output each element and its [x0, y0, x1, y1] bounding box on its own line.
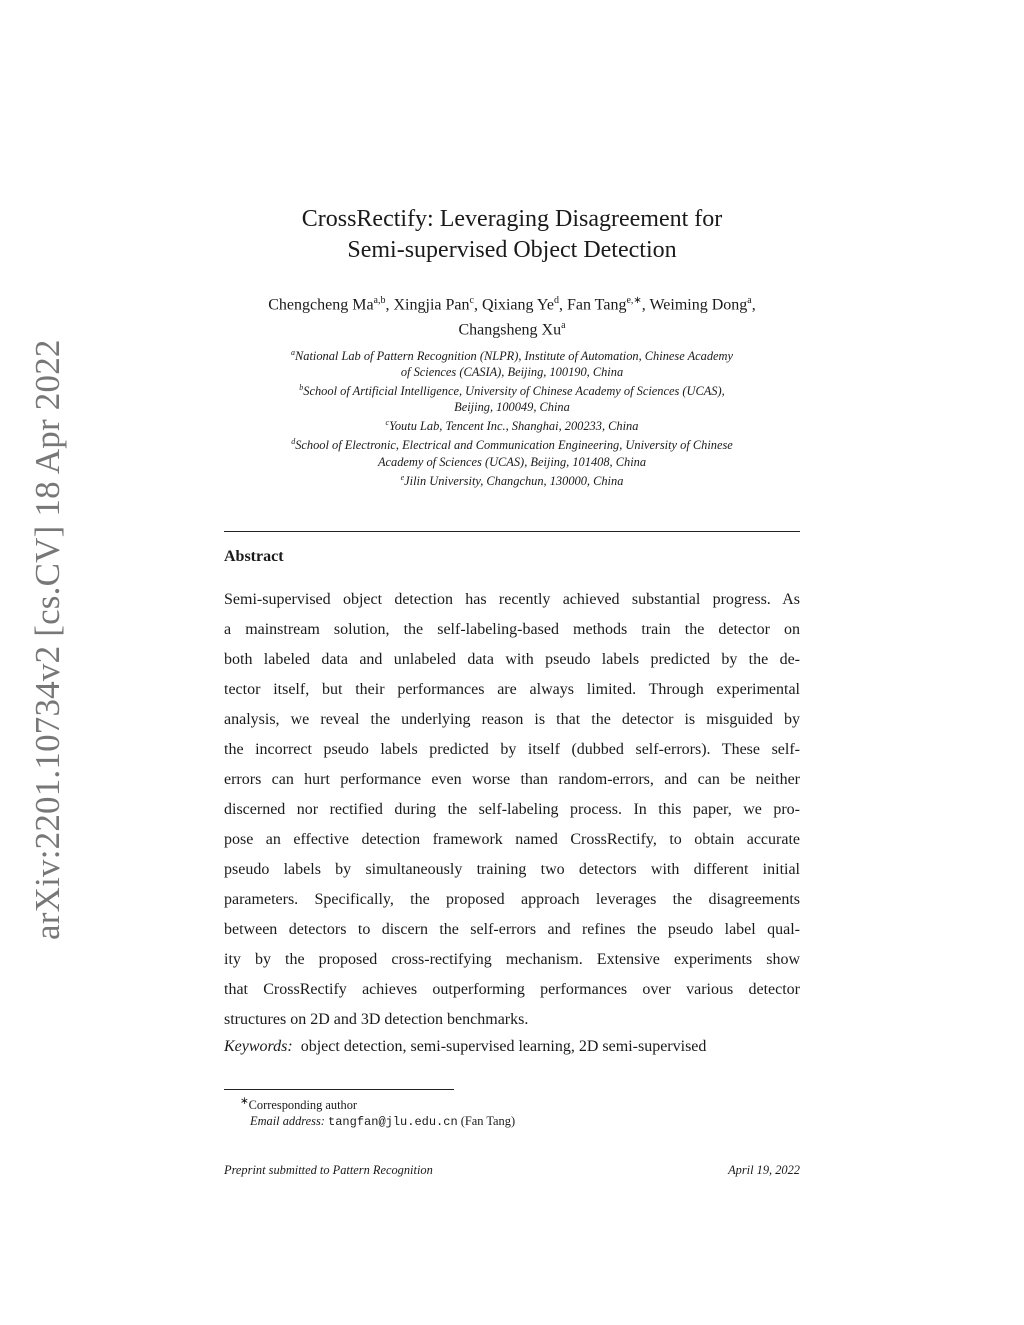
keywords-label: Keywords:: [224, 1038, 293, 1055]
footnote-rule: [224, 1089, 454, 1090]
affiliation-line: $^a$National Lab of Pattern Recognition (NLPR), Institute of Automation, Chinese Academy: [291, 348, 733, 364]
affiliation-line: $^d$School of Electronic, Electrical and Communication Engineering, University of Chinese: [291, 437, 733, 453]
abstract-top-rule: [224, 531, 800, 532]
email-note: [240, 1113, 515, 1130]
corresponding-author-note: ∗Corresponding author: [240, 1096, 358, 1113]
abstract-line: a mainstream solution, the self-labeling-based methods train the detector on: [224, 621, 800, 638]
abstract-line: parameters. Specifically, the proposed approach leverages the disagreements: [224, 891, 800, 908]
author-name: Fan Tang: [566, 296, 627, 314]
abstract-line: between detectors to discern the self-errors and refines the pseudo label qual-: [224, 921, 800, 938]
author-affil-mark: a: [561, 320, 566, 332]
affiliation-line: Beijing, 100049, China: [454, 400, 570, 415]
keywords-text: object detection, semi-supervised learning, 2D semi-supervised: [300, 1038, 707, 1055]
preprint-journal: Preprint submitted to Pattern Recognition: [224, 1163, 433, 1177]
abstract-line: Semi-supervised object detection has recently achieved substantial progress. As: [224, 591, 800, 608]
affiliation-line: of Sciences (CASIA), Beijing, 100190, China: [400, 365, 624, 380]
affiliation-line: $^e$Jilin University, Changchun, 130000, China: [400, 472, 624, 488]
abstract-heading: Abstract: [224, 548, 284, 565]
author-affil-mark: e,∗: [626, 295, 642, 306]
footnote: [240, 1094, 515, 1130]
author-affil-mark: a,b: [373, 295, 386, 306]
author-list: Chengcheng Ma$^{a,b}$, Xingjia Pan$^c$, Qixiang Ye$^d$, Fan Tang$^{e,∗}$, Weiming Dong$^a$, Changsheng Xu$^a$: [268, 295, 756, 339]
abstract-line: that CrossRectify achieves outperforming performances over various detector: [224, 981, 800, 998]
affiliation-line: Academy of Sciences (UCAS), Beijing, 101408, China: [377, 454, 647, 469]
paper-title: [224, 204, 800, 266]
author-name: Weiming Dong: [649, 296, 748, 314]
abstract-line: the incorrect pseudo labels predicted by itself (dubbed self-errors). These self-: [224, 741, 800, 758]
email-owner: (Fan Tang): [460, 1114, 516, 1129]
abstract-line: analysis, we reveal the underlying reason is that the detector is misguided by: [224, 711, 800, 728]
preprint-date: April 19, 2022: [728, 1163, 800, 1177]
author-name: Xingjia Pan: [393, 296, 470, 314]
abstract-line: ity by the proposed cross-rectifying mechanism. Extensive experiments show: [224, 951, 800, 968]
abstract-line: discerned nor rectified during the self-labeling process. In this paper, we pro-: [224, 801, 800, 818]
abstract-line: pose an effective detection framework named CrossRectify, to obtain accurate: [224, 831, 800, 848]
email-label: Email address:: [250, 1114, 325, 1129]
author-name: Changsheng Xu: [458, 321, 562, 339]
author-affil-mark: c: [469, 295, 474, 306]
preprint-footer: [224, 1163, 800, 1178]
abstract-line: errors can hurt performance even worse than random-errors, and can be neither: [224, 771, 800, 788]
title-line-1: CrossRectify: Leveraging Disagreement for: [301, 206, 723, 232]
abstract-line: pseudo labels by simultaneously training two detectors with different initial: [224, 861, 800, 878]
email-link[interactable]: tangfan@jlu.edu.cn: [328, 1115, 458, 1130]
affiliations: [224, 345, 800, 489]
title-line-2: Semi-supervised Object Detection: [347, 237, 677, 263]
keywords: [224, 1036, 800, 1058]
abstract-line: both labeled data and unlabeled data with pseudo labels predicted by the de-: [224, 651, 800, 668]
affiliation-line: $^b$School of Artificial Intelligence, University of Chinese Academy of Sciences (UCAS),: [299, 383, 725, 399]
abstract-line: structures on 2D and 3D detection benchmarks.: [224, 1011, 529, 1028]
author-name: Chengcheng Ma: [268, 296, 374, 314]
author-affil-mark: d: [553, 295, 559, 306]
arxiv-identifier: arXiv:2201.10734v2 [cs.CV] 18 Apr 2022: [28, 339, 67, 940]
affiliation-line: $^c$Youtu Lab, Tencent Inc., Shanghai, 200233, China: [385, 418, 639, 434]
author-name: Qixiang Ye: [481, 296, 554, 314]
abstract-line: tector itself, but their performances are always limited. Through experimental: [224, 681, 800, 698]
author-affil-mark: a: [747, 295, 752, 306]
abstract-body: [224, 585, 800, 1035]
